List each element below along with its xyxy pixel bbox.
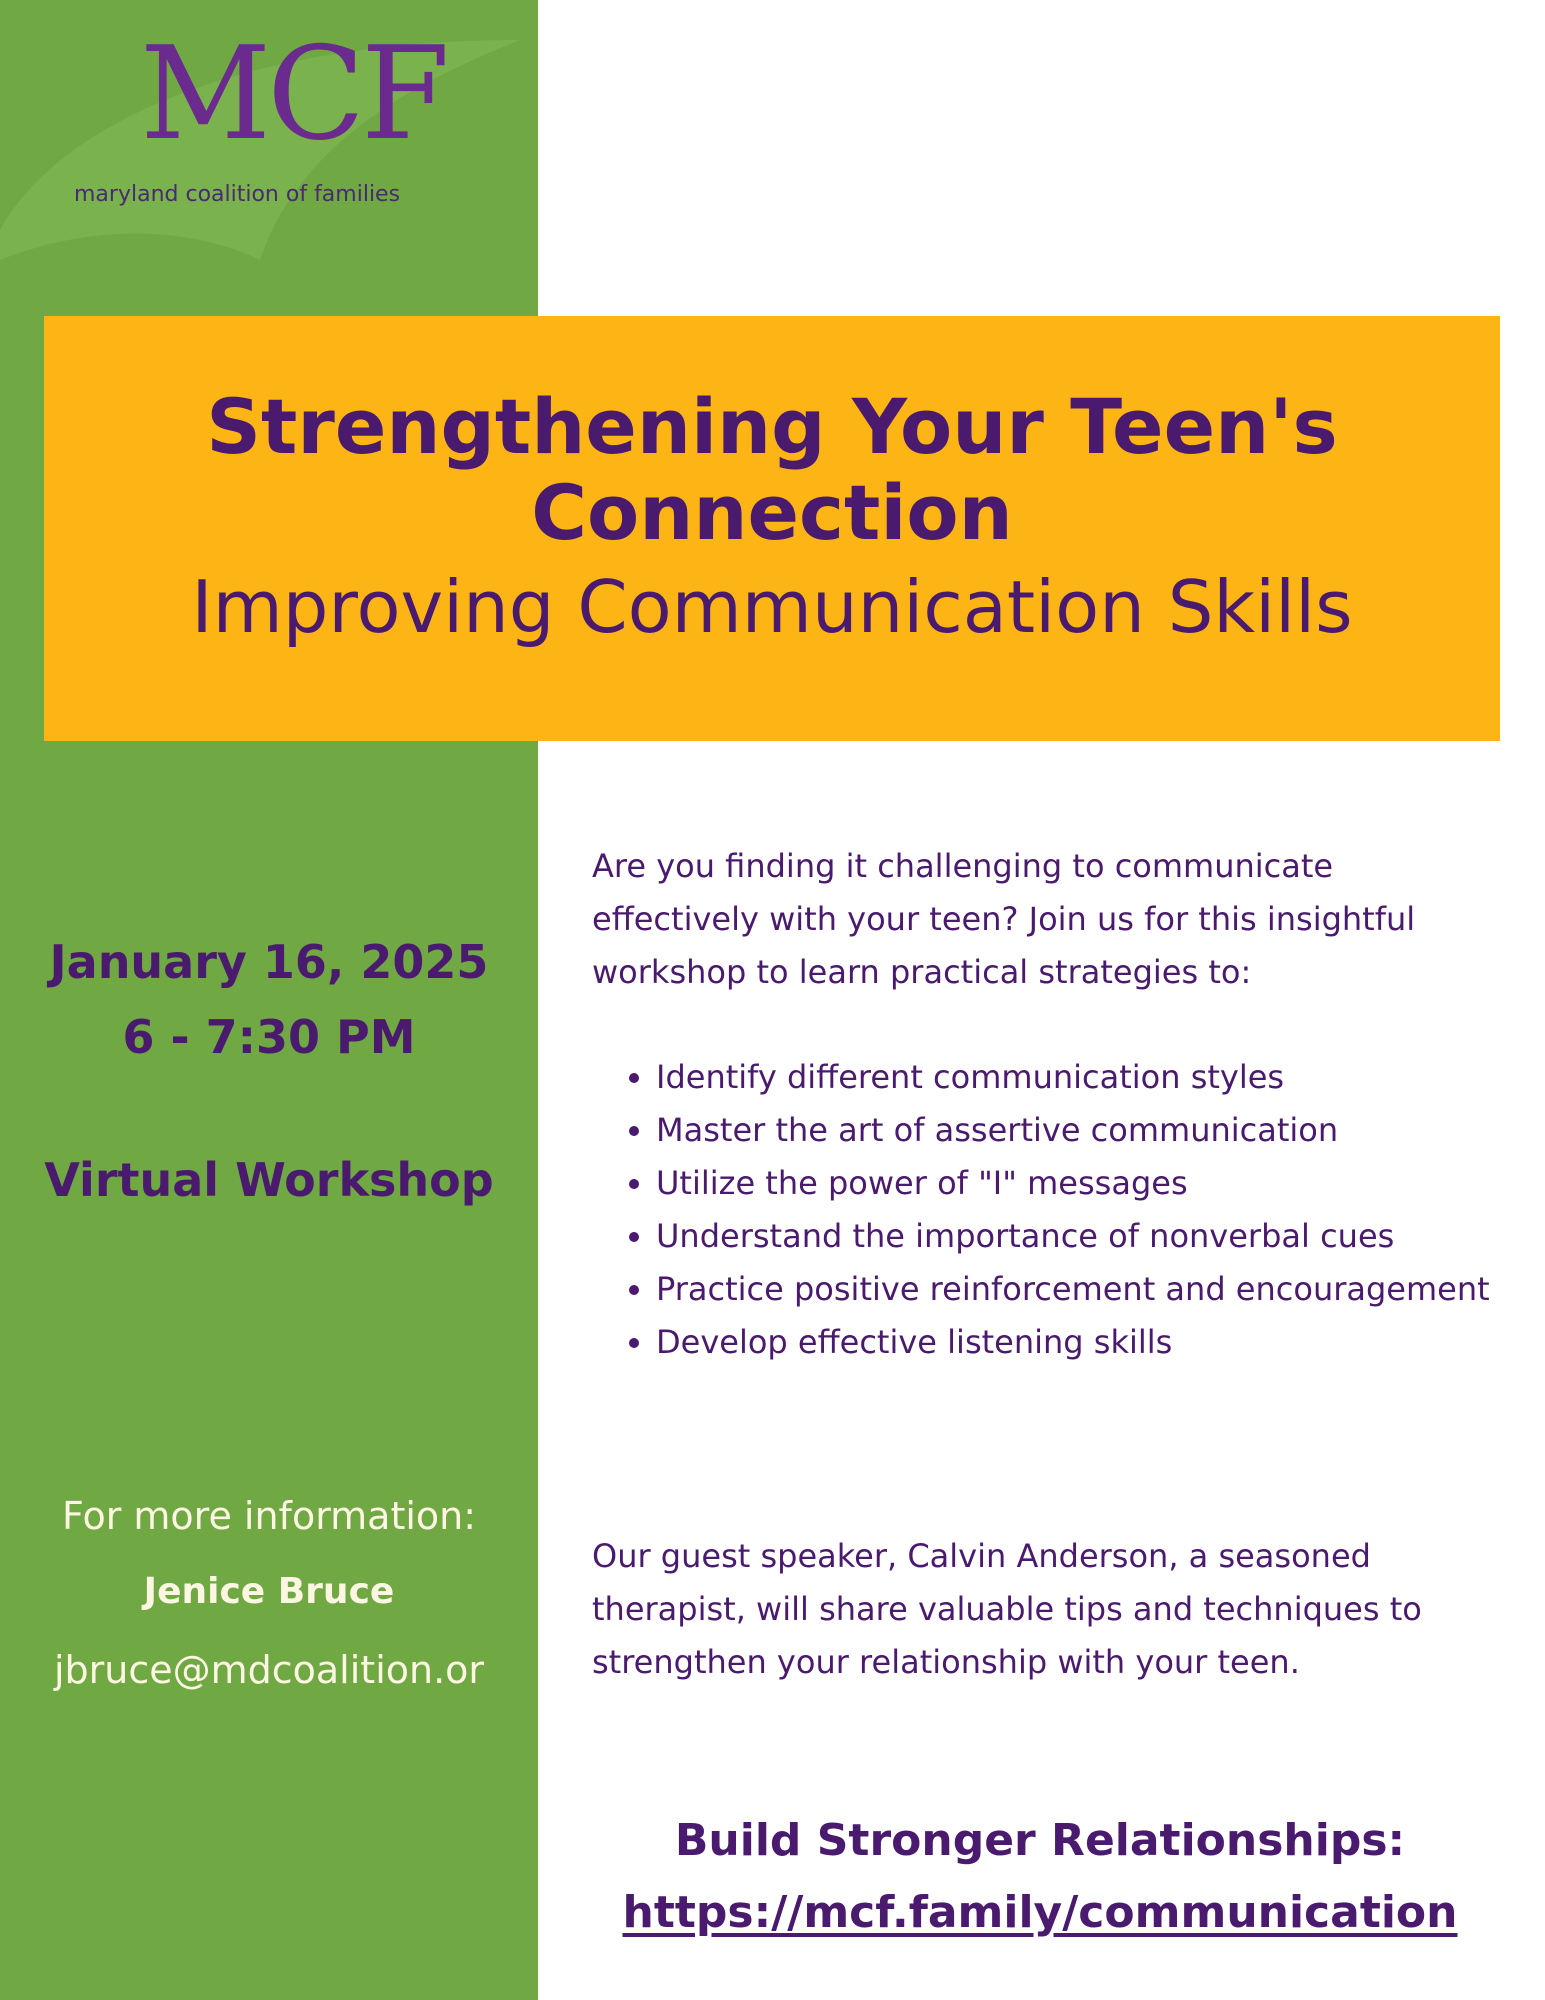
contact-name: Jenice Bruce <box>143 1571 395 1612</box>
mcf-logo: MCF <box>140 20 446 169</box>
contact-email[interactable]: jbruce@mdcoalition.or <box>53 1648 485 1692</box>
list-item: • Understand the importance of nonverbal cues <box>656 1210 1516 1263</box>
list-item: • Master the art of assertive communication <box>656 1104 1516 1157</box>
list-item: • Develop effective listening skills <box>656 1316 1516 1369</box>
contact-heading: For more information: <box>61 1494 477 1538</box>
list-item: • Practice positive reinforcement and encouragement <box>656 1263 1516 1316</box>
workshop-title <box>44 384 1500 556</box>
event-format: Virtual Workshop <box>44 1153 494 1207</box>
logo-tagline: maryland coalition of families <box>74 182 401 207</box>
list-item: • Utilize the power of "I" messages <box>656 1157 1516 1210</box>
event-date: January 16, 2025 <box>49 935 489 989</box>
speaker-paragraph: Our guest speaker, Calvin Anderson, a seasoned therapist, will share valuable tips and techniques to strengthen your relationship with your teen. <box>592 1537 1422 1681</box>
title-line-1: Strengthening Your Teen's <box>206 382 1338 471</box>
event-time: 6 - 7:30 PM <box>122 1010 416 1064</box>
list-item: • Identify different communication styles <box>656 1051 1516 1104</box>
cta-heading: Build Stronger Relationships: <box>674 1815 1406 1866</box>
registration-link[interactable]: https://mcf.family/communication <box>622 1887 1458 1938</box>
workshop-subtitle: Improving Communication Skills <box>191 565 1353 649</box>
title-banner <box>44 316 1500 741</box>
title-line-2: Connection <box>531 468 1013 557</box>
intro-paragraph: Are you finding it challenging to communicate effectively with your teen? Join us for this insightful workshop to learn practical strategies to: <box>592 847 1416 991</box>
strategy-list <box>592 1051 1516 1369</box>
